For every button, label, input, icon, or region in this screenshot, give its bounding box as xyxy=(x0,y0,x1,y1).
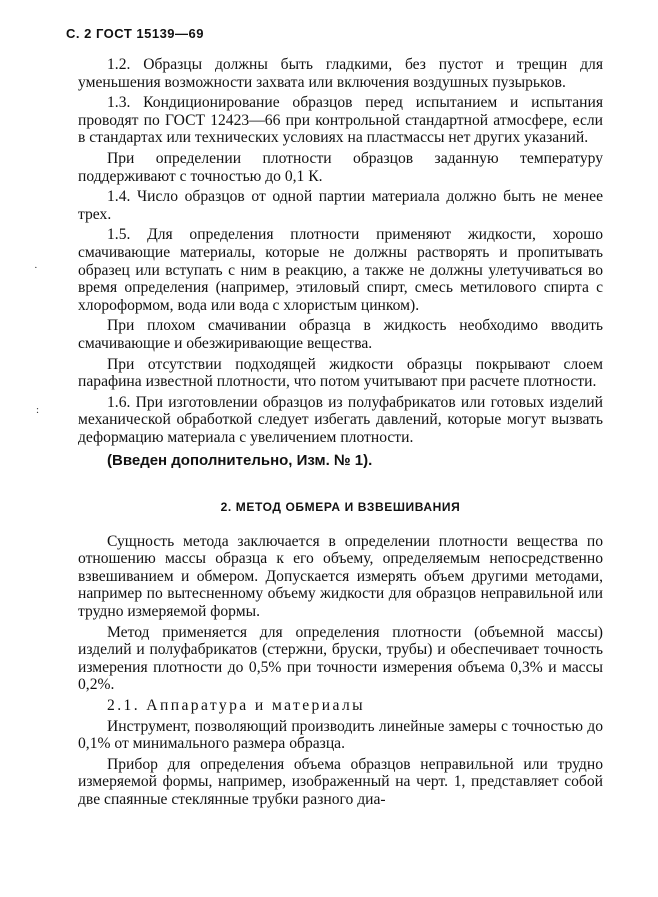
amendment-note: (Введен дополнительно, Изм. № 1). xyxy=(107,452,373,470)
paragraph-1-5-paraffin: При отсутствии подходящей жидкости образцы покрывают слоем парафина известной плотности, что потом учитывают при расчете плотности. xyxy=(78,355,603,391)
paragraph-2-1-instrument: Инструмент, позволяющий производить линейные замеры с точностью до 0,1% от минимального размера образца. xyxy=(78,717,603,753)
paragraph-2-1-device: Прибор для определения объема образцов неправильной или трудно измеряемой формы, например, изображенный на черт. 1, представляет собой две спаянные стеклянные трубки разного диа- xyxy=(78,755,603,808)
paragraph-1-2: 1.2. Образцы должны быть гладкими, без пустот и трещин для уменьшения возможности захвата или включения воздушных пузырьков. xyxy=(78,56,603,91)
document-body xyxy=(78,56,603,812)
paragraph-2-accuracy: Метод применяется для определения плотности (объемной массы) изделий и полуфабрикатов (стержни, бруски, трубы) и обеспечивает точность измерения плотности до 0,5% при точности измерения объема 0,3% и массы 0,2%. xyxy=(78,623,603,694)
paragraph-1-3: 1.3. Кондиционирование образцов перед испытанием и испытания проводят по ГОСТ 12423—66 при контрольной стандартной атмосфере, если в стандартах или технических условиях на пластмассы нет других указаний. xyxy=(78,94,603,147)
paragraph-1-6: 1.6. При изготовлении образцов из полуфабрикатов или готовых изделий механической обработкой следует избегать давлений, которые могут вызвать деформацию материала с увеличением плотности. xyxy=(78,393,603,446)
paragraph-1-5: 1.5. Для определения плотности применяют жидкости, хорошо смачивающие материалы, которые не должны растворять и пропитывать образец или вступать с ним в реакцию, а также не должны улетучиваться во время определения (например, этиловый спирт, смесь метилового спирта с хлороформом, вода или вода с хлористым цинком). xyxy=(78,226,603,314)
paragraph-1-4: 1.4. Число образцов от одной партии материала должно быть не менее трех. xyxy=(78,188,603,223)
margin-mark: : xyxy=(36,404,40,416)
subsection-2-1-title: 2.1. Аппаратура и материалы xyxy=(107,697,366,714)
section-2-title: 2. МЕТОД ОБМЕРА И ВЗВЕШИВАНИЯ xyxy=(220,500,461,515)
paragraph-1-5-wetting: При плохом смачивании образца в жидкость необходимо вводить смачивающие и обезжиривающие вещества. xyxy=(78,317,603,352)
paragraph-1-3-temperature: При определении плотности образцов заданную температуру поддерживают с точностью до 0,1 К. xyxy=(78,149,603,185)
margin-mark: · xyxy=(34,262,38,274)
page-header: С. 2 ГОСТ 15139—69 xyxy=(66,26,204,41)
paragraph-2-essence: Сущность метода заключается в определении плотности вещества по отношению массы образца к его объему, определяемым непосредственно взвешиванием и обмером. Допускается измерять объем другими методами, например по вытесненному объему жидкости для образцов неправильной или трудно измеряемой формы. xyxy=(78,532,603,621)
